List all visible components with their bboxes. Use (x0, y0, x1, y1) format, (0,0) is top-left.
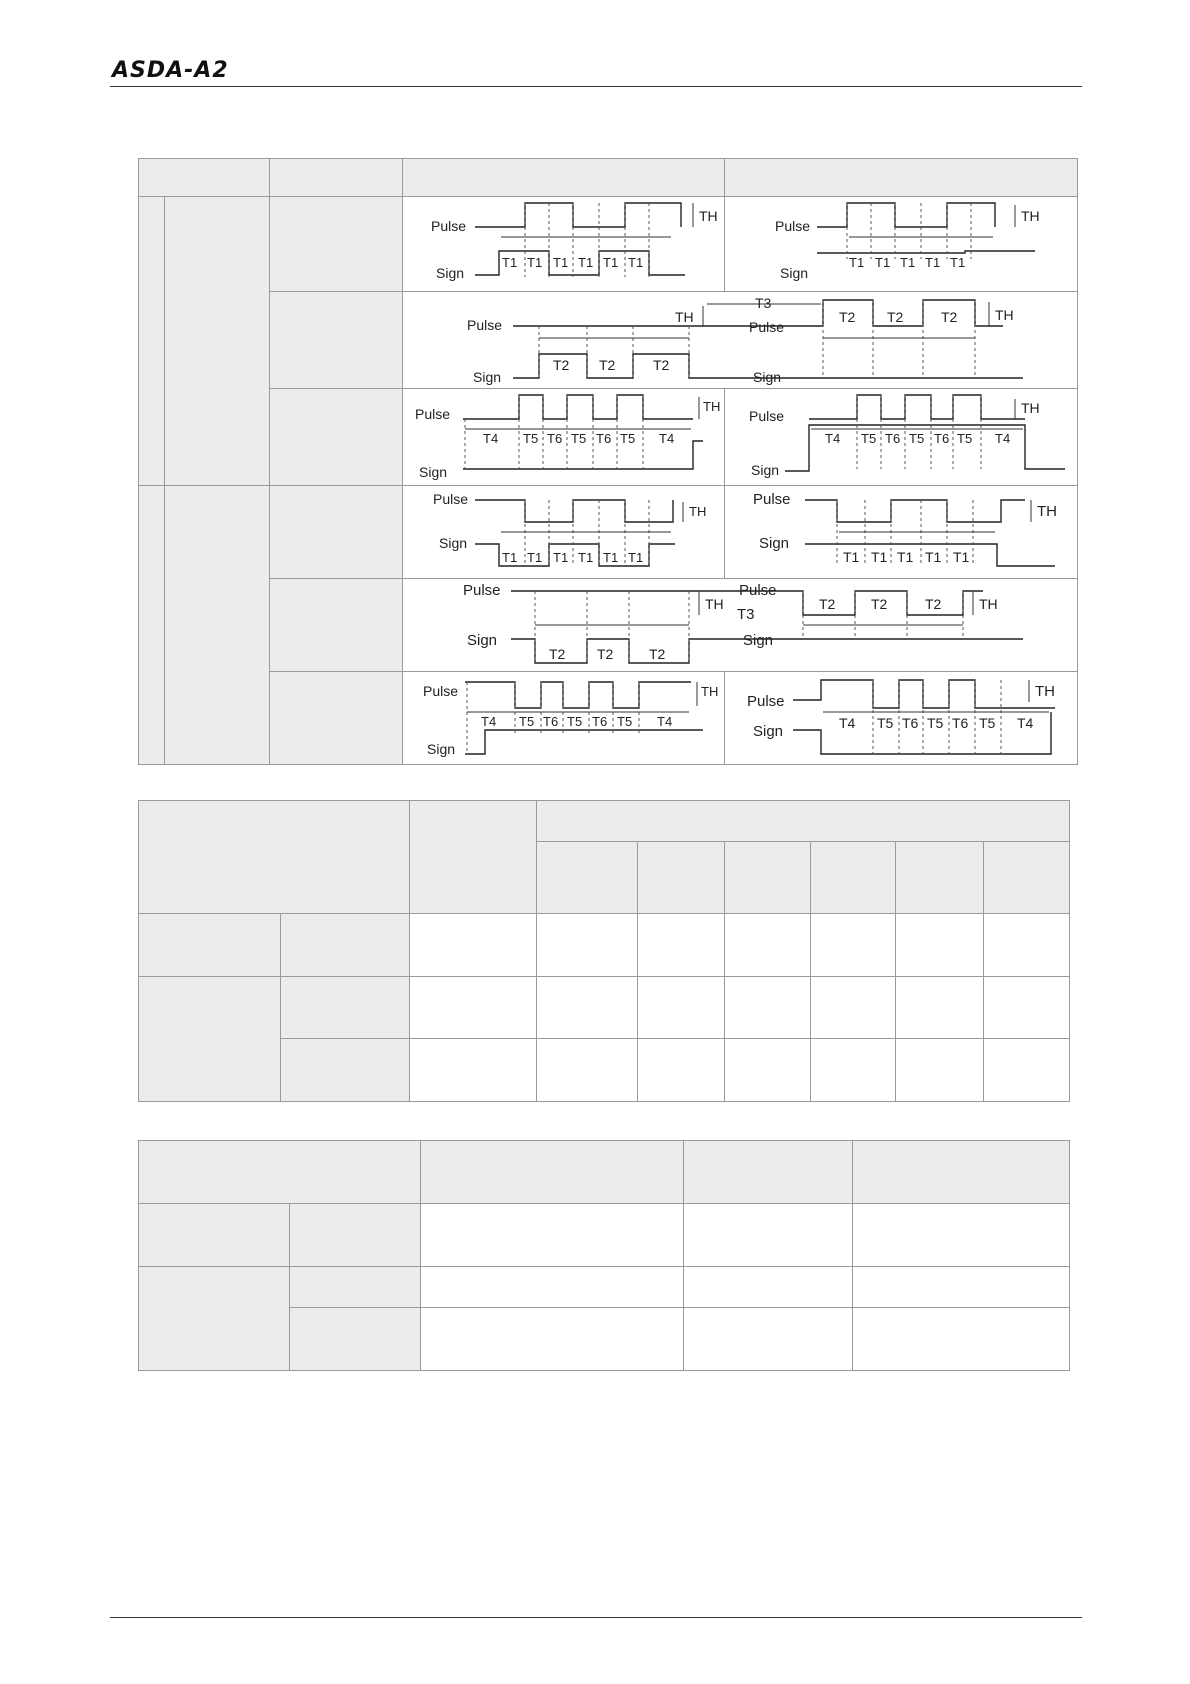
svg-text:T2: T2 (924, 596, 942, 612)
svg-text:T4: T4 (994, 431, 1011, 446)
waveform-cell (402, 672, 724, 765)
svg-text:T1: T1 (874, 255, 891, 270)
svg-text:T1: T1 (552, 255, 569, 270)
waveform-t1-reverse (725, 197, 1077, 291)
svg-text:T4: T4 (838, 715, 856, 731)
svg-text:T6: T6 (901, 715, 919, 731)
svg-text:T2: T2 (552, 357, 570, 373)
svg-text:T2: T2 (648, 646, 666, 662)
svg-text:Pulse: Pulse (774, 218, 811, 234)
table-row (139, 1267, 1070, 1308)
waveform-t1-forward (403, 197, 724, 291)
svg-text:Sign: Sign (435, 265, 465, 281)
svg-text:T5: T5 (518, 714, 535, 729)
svg-text:T1: T1 (627, 550, 644, 565)
svg-text:T2: T2 (548, 646, 566, 662)
waveform-t4-t6-reverse (725, 389, 1077, 485)
brand-logo: ASDA-A2 (112, 58, 229, 83)
svg-text:TH: TH (1036, 503, 1057, 520)
table-header-row (139, 159, 1078, 197)
svg-text:Pulse: Pulse (738, 582, 777, 599)
svg-text:Sign: Sign (752, 723, 784, 740)
svg-text:T1: T1 (526, 550, 543, 565)
footer-divider (110, 1617, 1082, 1618)
waveform-cell (402, 292, 1077, 389)
svg-text:T5: T5 (876, 715, 894, 731)
svg-text:T6: T6 (933, 431, 950, 446)
table-header-row (139, 801, 1070, 842)
table-row (139, 486, 1078, 579)
svg-text:T4: T4 (482, 431, 499, 446)
svg-text:T5: T5 (570, 431, 587, 446)
svg-text:Pulse: Pulse (422, 683, 459, 699)
svg-text:Sign: Sign (758, 535, 790, 552)
svg-text:T2: T2 (886, 309, 904, 325)
svg-text:T1: T1 (501, 255, 518, 270)
svg-text:T1: T1 (552, 550, 569, 565)
svg-text:T6: T6 (546, 431, 563, 446)
svg-text:T1: T1 (870, 549, 888, 565)
table-row (139, 914, 1070, 977)
svg-text:T3: T3 (736, 606, 755, 623)
svg-text:TH: TH (688, 504, 707, 519)
svg-text:Pulse: Pulse (466, 317, 503, 333)
svg-text:T5: T5 (956, 431, 973, 446)
svg-text:T4: T4 (1016, 715, 1034, 731)
svg-text:T2: T2 (870, 596, 888, 612)
svg-text:Sign: Sign (418, 464, 448, 480)
specification-table (138, 1140, 1070, 1371)
svg-text:T1: T1 (952, 549, 970, 565)
row-label-cell (269, 292, 402, 389)
svg-text:T6: T6 (595, 431, 612, 446)
svg-text:Sign: Sign (438, 535, 468, 551)
waveform-t4-t6-reverse-negative (725, 672, 1077, 764)
waveform-t2-t3-negative (403, 579, 1076, 671)
svg-text:T1: T1 (627, 255, 644, 270)
svg-text:Pulse: Pulse (432, 491, 469, 507)
svg-text:TH: TH (704, 596, 724, 612)
svg-text:T2: T2 (940, 309, 958, 325)
waveform-cell (724, 672, 1077, 765)
svg-text:Sign: Sign (742, 632, 774, 649)
svg-text:T2: T2 (652, 357, 670, 373)
svg-text:TH: TH (702, 399, 721, 414)
svg-text:T4: T4 (824, 431, 841, 446)
svg-text:T2: T2 (838, 309, 856, 325)
header-divider (110, 86, 1082, 87)
svg-text:Pulse: Pulse (746, 693, 785, 710)
svg-text:TH: TH (700, 684, 719, 699)
svg-text:TH: TH (674, 309, 694, 325)
group-label-cell (139, 197, 165, 486)
svg-text:Sign: Sign (472, 369, 502, 385)
svg-text:T1: T1 (501, 550, 518, 565)
group-label-cell (165, 197, 270, 486)
row-label-cell (269, 672, 402, 765)
waveform-cell (724, 389, 1077, 486)
svg-text:TH: TH (1020, 400, 1040, 416)
svg-text:T6: T6 (591, 714, 608, 729)
waveform-t1-forward-negative (403, 486, 724, 578)
svg-text:Pulse: Pulse (748, 408, 785, 424)
svg-text:T5: T5 (908, 431, 925, 446)
row-label-cell (269, 197, 402, 292)
svg-text:T5: T5 (616, 714, 633, 729)
group-label-cell (165, 486, 270, 765)
svg-text:TH: TH (978, 596, 998, 612)
svg-text:Sign: Sign (426, 741, 456, 757)
svg-text:T5: T5 (522, 431, 539, 446)
table-row (139, 292, 1078, 389)
svg-text:TH: TH (1034, 683, 1055, 700)
table-row (139, 672, 1078, 765)
svg-text:T2: T2 (596, 646, 614, 662)
waveform-t4-t6-forward (403, 389, 724, 485)
svg-text:T1: T1 (899, 255, 916, 270)
svg-text:T4: T4 (656, 714, 673, 729)
table-row (139, 579, 1078, 672)
table-header-row (139, 1141, 1070, 1204)
svg-text:T5: T5 (926, 715, 944, 731)
waveform-cell (402, 486, 724, 579)
waveform-cell (724, 197, 1077, 292)
row-label-cell (269, 579, 402, 672)
waveform-cell (402, 579, 1077, 672)
svg-text:T1: T1 (924, 255, 941, 270)
svg-text:T2: T2 (598, 357, 616, 373)
svg-text:Sign: Sign (750, 462, 780, 478)
svg-text:T6: T6 (951, 715, 969, 731)
waveform-t2-t3 (403, 292, 1076, 388)
svg-text:TH: TH (994, 307, 1014, 323)
svg-text:T1: T1 (896, 549, 914, 565)
group-label-cell (139, 486, 165, 765)
svg-text:T1: T1 (842, 549, 860, 565)
svg-text:T1: T1 (526, 255, 543, 270)
svg-text:T1: T1 (602, 550, 619, 565)
svg-text:T1: T1 (602, 255, 619, 270)
svg-text:T1: T1 (577, 550, 594, 565)
waveform-cell (402, 389, 724, 486)
row-label-cell (269, 486, 402, 579)
table-row (139, 977, 1070, 1039)
svg-text:T1: T1 (577, 255, 594, 270)
svg-text:Pulse: Pulse (462, 582, 501, 599)
waveform-t4-t6-forward-negative (403, 672, 724, 764)
pulse-waveform-table (138, 158, 1078, 765)
svg-text:Sign: Sign (466, 632, 498, 649)
svg-text:Pulse: Pulse (752, 491, 791, 508)
svg-text:T5: T5 (978, 715, 996, 731)
waveform-cell (402, 197, 724, 292)
svg-text:T1: T1 (924, 549, 942, 565)
svg-text:Pulse: Pulse (430, 218, 467, 234)
row-label-cell (269, 389, 402, 486)
waveform-t1-reverse-negative (725, 486, 1077, 578)
waveform-cell (724, 486, 1077, 579)
svg-text:T5: T5 (619, 431, 636, 446)
svg-text:T4: T4 (480, 714, 497, 729)
timing-table (138, 800, 1070, 1102)
table-row (139, 1204, 1070, 1267)
svg-text:T2: T2 (818, 596, 836, 612)
table-row (139, 197, 1078, 292)
svg-text:Sign: Sign (779, 265, 809, 281)
svg-text:T6: T6 (884, 431, 901, 446)
svg-text:Pulse: Pulse (748, 319, 785, 335)
table-row (139, 389, 1078, 486)
svg-text:T3: T3 (754, 295, 772, 311)
svg-text:T5: T5 (860, 431, 877, 446)
svg-text:T4: T4 (658, 431, 675, 446)
svg-text:T1: T1 (848, 255, 865, 270)
svg-text:Sign: Sign (752, 369, 782, 385)
svg-text:T5: T5 (566, 714, 583, 729)
svg-text:TH: TH (698, 208, 718, 224)
svg-text:TH: TH (1020, 208, 1040, 224)
svg-text:Pulse: Pulse (414, 406, 451, 422)
svg-text:T6: T6 (542, 714, 559, 729)
svg-text:T1: T1 (949, 255, 966, 270)
